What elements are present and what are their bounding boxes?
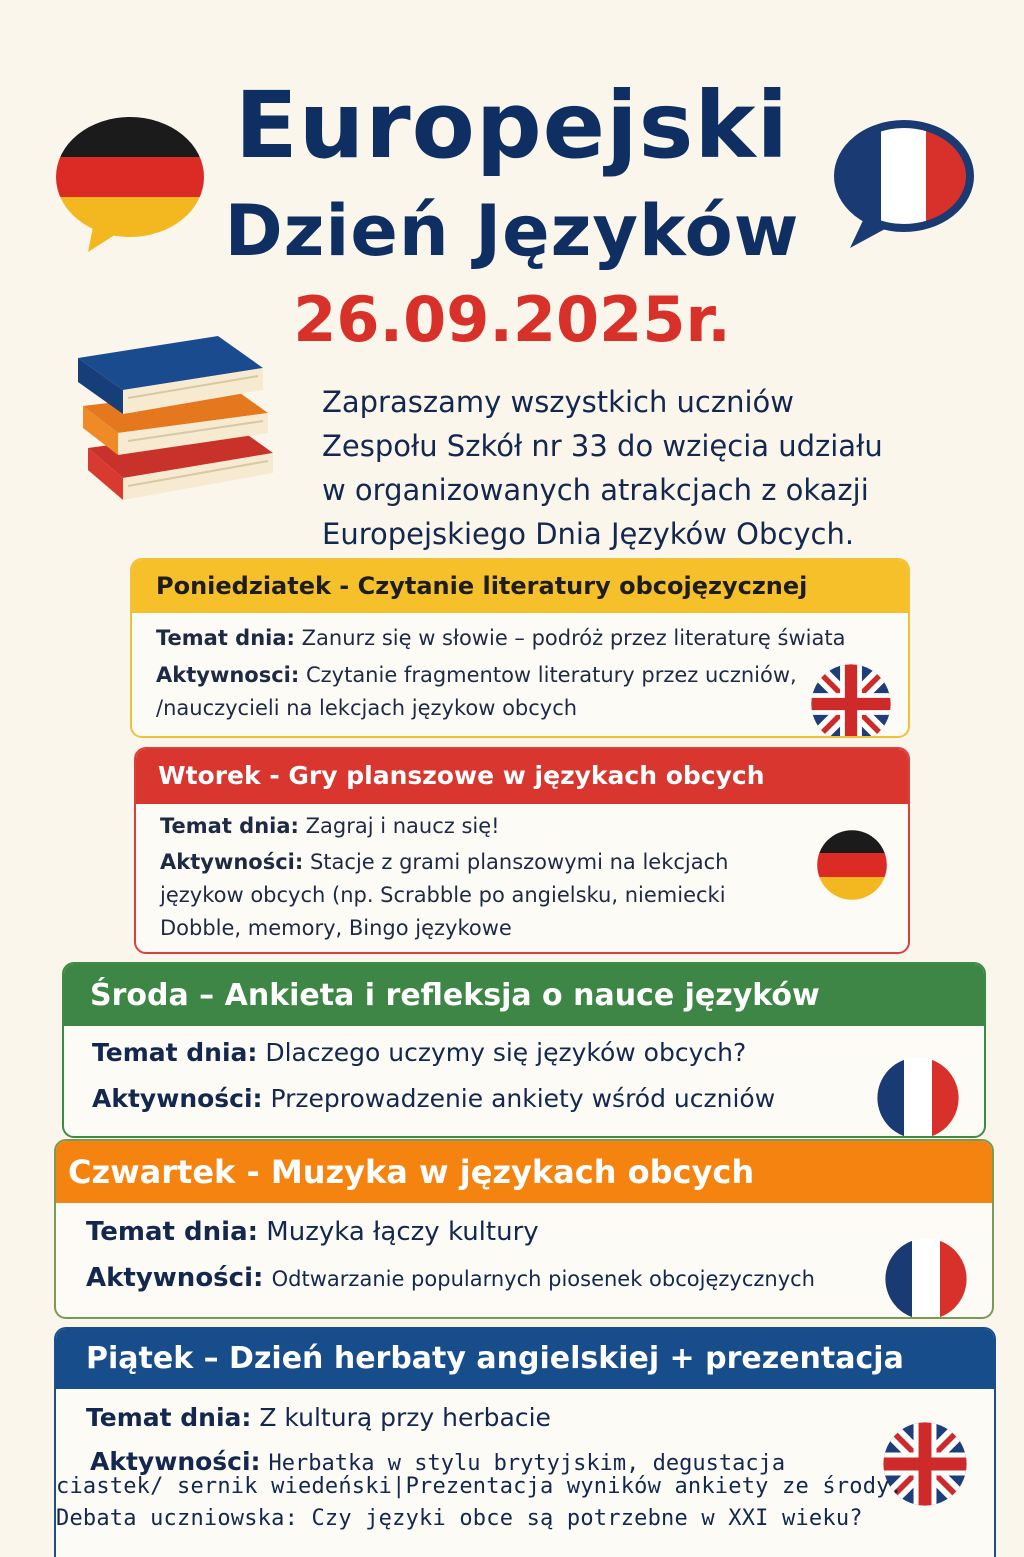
intro-line: Zapraszamy wszystkich uczniów: [322, 385, 795, 419]
topic-label: Temat dnia:: [86, 1217, 259, 1247]
activity-text: Debata uczniowska: Czy języki obce są potrzebne w XXI wieku?: [56, 1506, 863, 1531]
intro-line: Europejskiego Dnia Języków Obcych.: [322, 517, 855, 551]
day-card-header: Wtorek - Gry planszowe w językach obcych: [136, 749, 908, 804]
activity-text: Przeprowadzenie ankiety wśród uczniów: [270, 1084, 776, 1113]
activity-text: /nauczycieli na lekcjach językow obcych: [156, 696, 578, 720]
activity-label: Aktywności:: [86, 1263, 264, 1293]
event-date: 26.09.2025r.: [293, 283, 731, 356]
activity-text: Odtwarzanie popularnych piosenek obcojęzycznych: [271, 1267, 815, 1291]
topic-label: Temat dnia:: [86, 1403, 252, 1432]
day-card-tuesday: [134, 747, 910, 954]
activity-text: językow obcych (np. Scrabble po angielsku, niemiecki: [160, 883, 726, 907]
topic-label: Temat dnia:: [156, 626, 295, 650]
activity-text: ciastek/ sernik wiedeński|Prezentacja wyników ankiety ze środy.: [56, 1474, 904, 1499]
topic-label: Temat dnia:: [92, 1038, 258, 1067]
topic-text: Z kulturą przy herbacie: [259, 1403, 551, 1432]
topic-text: Zanurz się w słowie – podróż przez literaturę świata: [301, 626, 846, 650]
topic-label: Temat dnia:: [160, 814, 299, 838]
day-topic: [86, 1217, 539, 1247]
intro-line: w organizowanych atrakcjach z okazji: [322, 473, 869, 507]
topic-text: Zagraj i naucz się!: [305, 814, 500, 838]
germany-flag-icon: [816, 829, 888, 901]
activity-text: Czytanie fragmentow literatury przez uczniów,: [305, 663, 797, 687]
activity-text: Dobble, memory, Bingo językowe: [160, 916, 512, 940]
day-topic: [86, 1403, 551, 1432]
france-flag-icon: [884, 1237, 968, 1319]
topic-text: Dlaczego uczymy się języków obcych?: [265, 1038, 747, 1067]
day-card-header: Piątek – Dzień herbaty angielskiej + prezentacja: [56, 1329, 994, 1389]
topic-text: Muzyka łączy kultury: [266, 1217, 539, 1247]
day-topic: [156, 626, 845, 650]
activity-label: Aktywnosci:: [156, 663, 300, 687]
activity-text: Stacje z grami planszowymi na lekcjach: [309, 850, 729, 874]
day-card-header: Środa – Ankieta i refleksja o nauce języków: [64, 964, 984, 1026]
activity-label: Aktywności:: [90, 1447, 261, 1476]
day-activity: [90, 1447, 785, 1476]
activity-text: Herbatka w stylu brytyjskim, degustacja: [268, 1451, 786, 1476]
activity-label: Aktywności:: [160, 850, 304, 874]
day-card-monday: [130, 558, 910, 738]
day-topic: [160, 814, 500, 838]
france-flag-icon: [876, 1056, 960, 1138]
day-card-header: Czwartek - Muzyka w językach obcych: [56, 1141, 992, 1203]
day-topic: [92, 1038, 746, 1067]
uk-flag-icon: [810, 663, 892, 738]
intro-text: [322, 380, 982, 556]
day-card-thursday: [54, 1139, 994, 1319]
day-activity: [160, 850, 728, 874]
day-card-header: Poniedziatek - Czytanie literatury obcojęzycznej: [132, 560, 908, 613]
day-activity: [156, 663, 797, 687]
day-card-wednesday: [62, 962, 986, 1138]
day-activity: [86, 1263, 815, 1293]
page-title-line2: Dzień Języków: [224, 190, 800, 272]
activity-label: Aktywności:: [92, 1084, 263, 1113]
day-activity: [92, 1084, 775, 1113]
intro-line: Zespołu Szkół nr 33 do wzięcia udziału: [322, 429, 883, 463]
page-title-line1: Europejski: [234, 72, 790, 179]
